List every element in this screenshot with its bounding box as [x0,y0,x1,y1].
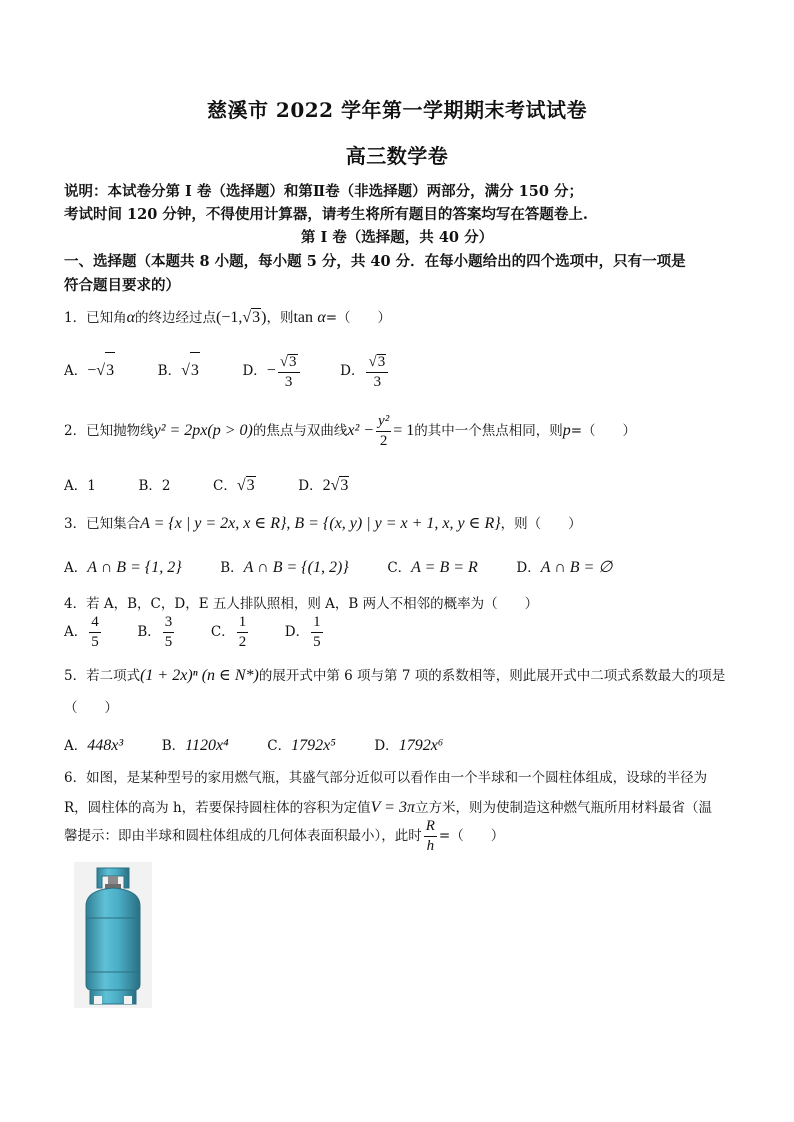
q3-option-b: B．A ∩ B = {(1, 2)} [220,559,349,576]
instructions-line-2: 考试时间 120 分钟，不得使用计算器，请考生将所有题目的答案均写在答题卷上. [64,206,588,223]
q4-option-c: C． $\frac{1}{2}$ [210,614,247,650]
gas-cylinder-image [74,862,152,1008]
question-5-paren: （ ） [64,700,118,716]
page-subtitle: 高三数学卷 [345,144,449,168]
section-description-line-1: 一、选择题（本题共 8 小题，每小题 5 分，共 40 分．在每小题给出的四个选项中，只有一项是 [64,253,686,270]
question-6-line-1: 6．如图，是某种型号的家用燃气瓶，其盛气部分近似可以看作由一个半球和一个圆柱体组成，设球的半径为 [64,770,708,786]
q4-option-a: A． $\frac{4}{5}$ [64,614,99,650]
q5-option-b: B．1120x⁴ [161,737,229,754]
q1-option-d: D． $\frac{√3}{3}$ [340,363,390,379]
q2-option-b: B．2 [138,478,171,494]
question-2-options [64,474,349,495]
question-6-line-3: 馨提示：即由半球和圆柱体组成的几何体表面积最小），此时 $\frac{R}{h}$ =（ ） [64,818,505,854]
question-5-stem: 5．若二项式(1 + 2x)ⁿ (n ∈ N*)的展开式中第 6 项与第 7 项的系数相等，则此展开式中二项式系数最大的项是 [64,667,726,684]
question-5-options [64,734,443,755]
question-4-stem: 4．若 A，B，C，D，E 五人排队照相，则 A，B 两人不相邻的概率为（ ） [64,596,539,612]
question-2-stem: 2．已知抛物线y² = 2px(p > 0)的焦点与双曲线x² − $\frac{\text{y²}}{2}$ = 1的其中一个焦点相同，则p=（ ） [64,413,637,449]
question-1-options [64,352,390,390]
q5-option-c: C．1792x⁵ [267,737,336,754]
q2-option-a: A．1 [64,478,96,494]
q1-option-b: B．√3 [158,363,200,379]
q5-option-d: D．1792x⁶ [374,737,444,754]
q3-option-c: C．A = B = R [387,559,478,576]
question-4-options [64,612,325,652]
q4-option-d: D． $\frac{1}{5}$ [284,614,321,650]
q3-option-d: D．A ∩ B = ∅ [516,559,613,576]
part-1-heading: 第 I 卷（选择题，共 40 分） [300,229,494,246]
q1-option-c: D．− $\frac{√3}{3}$ [242,363,301,379]
instructions-line-1: 说明：本试卷分第 I 卷（选择题）和第Ⅱ卷（非选择题）两部分，满分 150 分； [64,183,583,200]
question-6-line-2: R，圆柱体的高为 h，若要保持圆柱体的容积为定值V = 3π立方米，则为使制造这种燃气瓶所用材料最省（温 [64,799,712,816]
page-title: 慈溪市 2022 学年第一学期期末考试试卷 [206,98,588,122]
q2-option-c: C．√3 [213,477,255,494]
question-1-stem: 1．已知角α的终边经过点(−1,√3)，则tan α=（ ） [64,309,392,326]
q5-option-a: A．448x³ [64,737,124,754]
question-3-options [64,556,612,577]
section-description-line-2: 符合题目要求的） [64,277,180,294]
question-3-stem: 3．已知集合A = {x | y = 2x, x ∈ R}, B = {(x, y) | y = x + 1, x, y ∈ R}，则（ ） [64,515,582,532]
q2-option-d: D．2√3 [298,477,349,494]
gas-cylinder-icon [74,862,152,1008]
q4-option-b: B． $\frac{3}{5}$ [137,614,173,650]
q1-option-a: A．−√3 [64,363,115,379]
q3-option-a: A．A ∩ B = {1, 2} [64,559,182,576]
